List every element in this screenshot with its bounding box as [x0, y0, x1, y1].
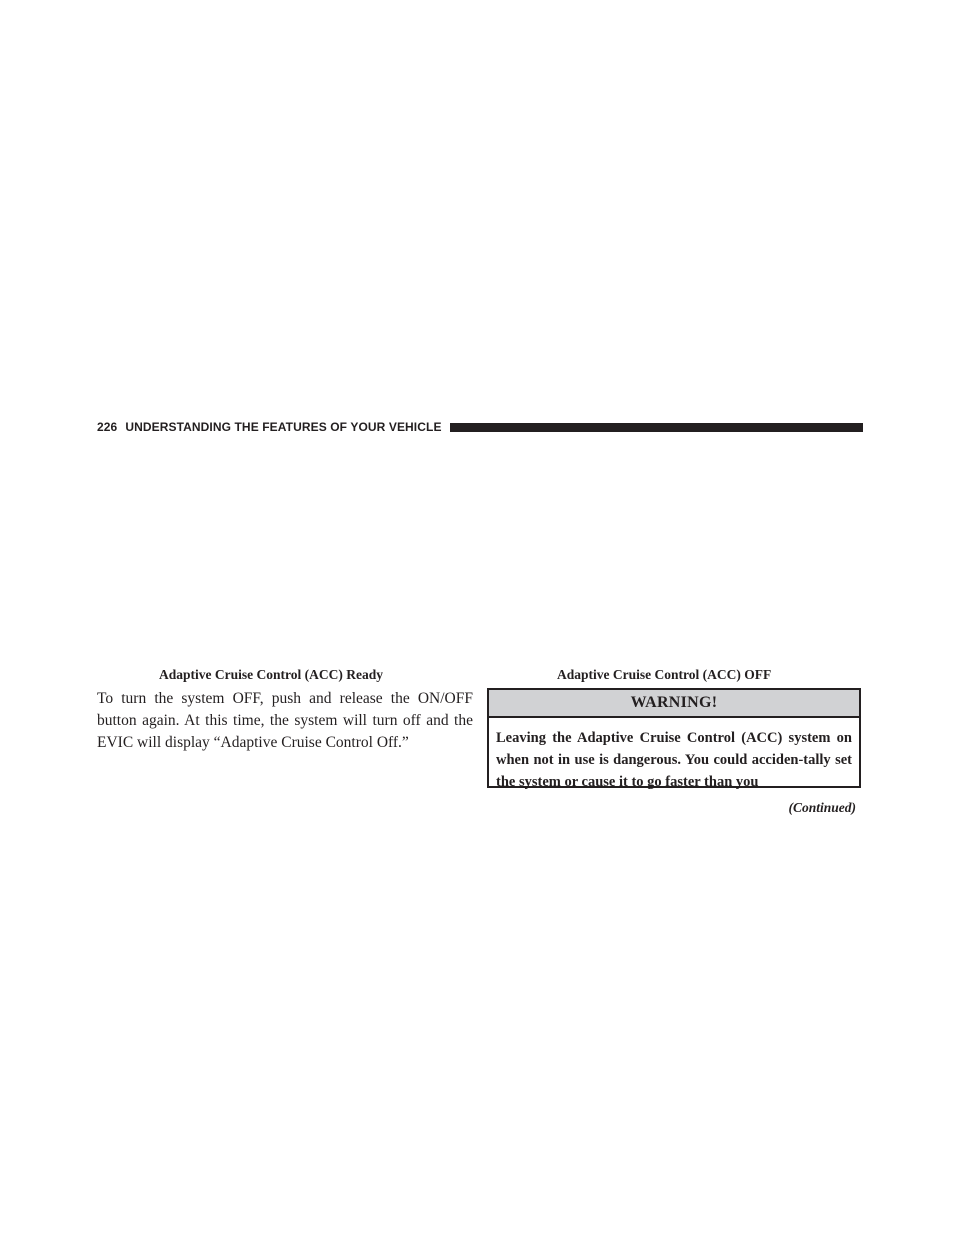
- warning-box: [487, 688, 861, 788]
- section-title: UNDERSTANDING THE FEATURES OF YOUR VEHICLE: [125, 420, 442, 434]
- body-paragraph: To turn the system OFF, push and release the ON/OFF button again. At this time, the system will turn off and the EVIC will display “Adaptive Cruise Control Off.”: [97, 690, 473, 751]
- warning-text: Leaving the Adaptive Cruise Control (ACC) system on when not in use is dangerous. You could acciden-tally set the system or cause it to go faster than you: [496, 730, 852, 790]
- header-rule: [450, 423, 863, 432]
- figure-caption-acc-ready: Adaptive Cruise Control (ACC) Ready: [159, 667, 383, 682]
- warning-title: WARNING!: [489, 690, 859, 718]
- page-number: 226: [97, 420, 118, 434]
- page-header: [97, 418, 863, 436]
- figure-caption-acc-off: Adaptive Cruise Control (ACC) OFF: [557, 667, 772, 682]
- continued-label: (Continued): [788, 800, 856, 815]
